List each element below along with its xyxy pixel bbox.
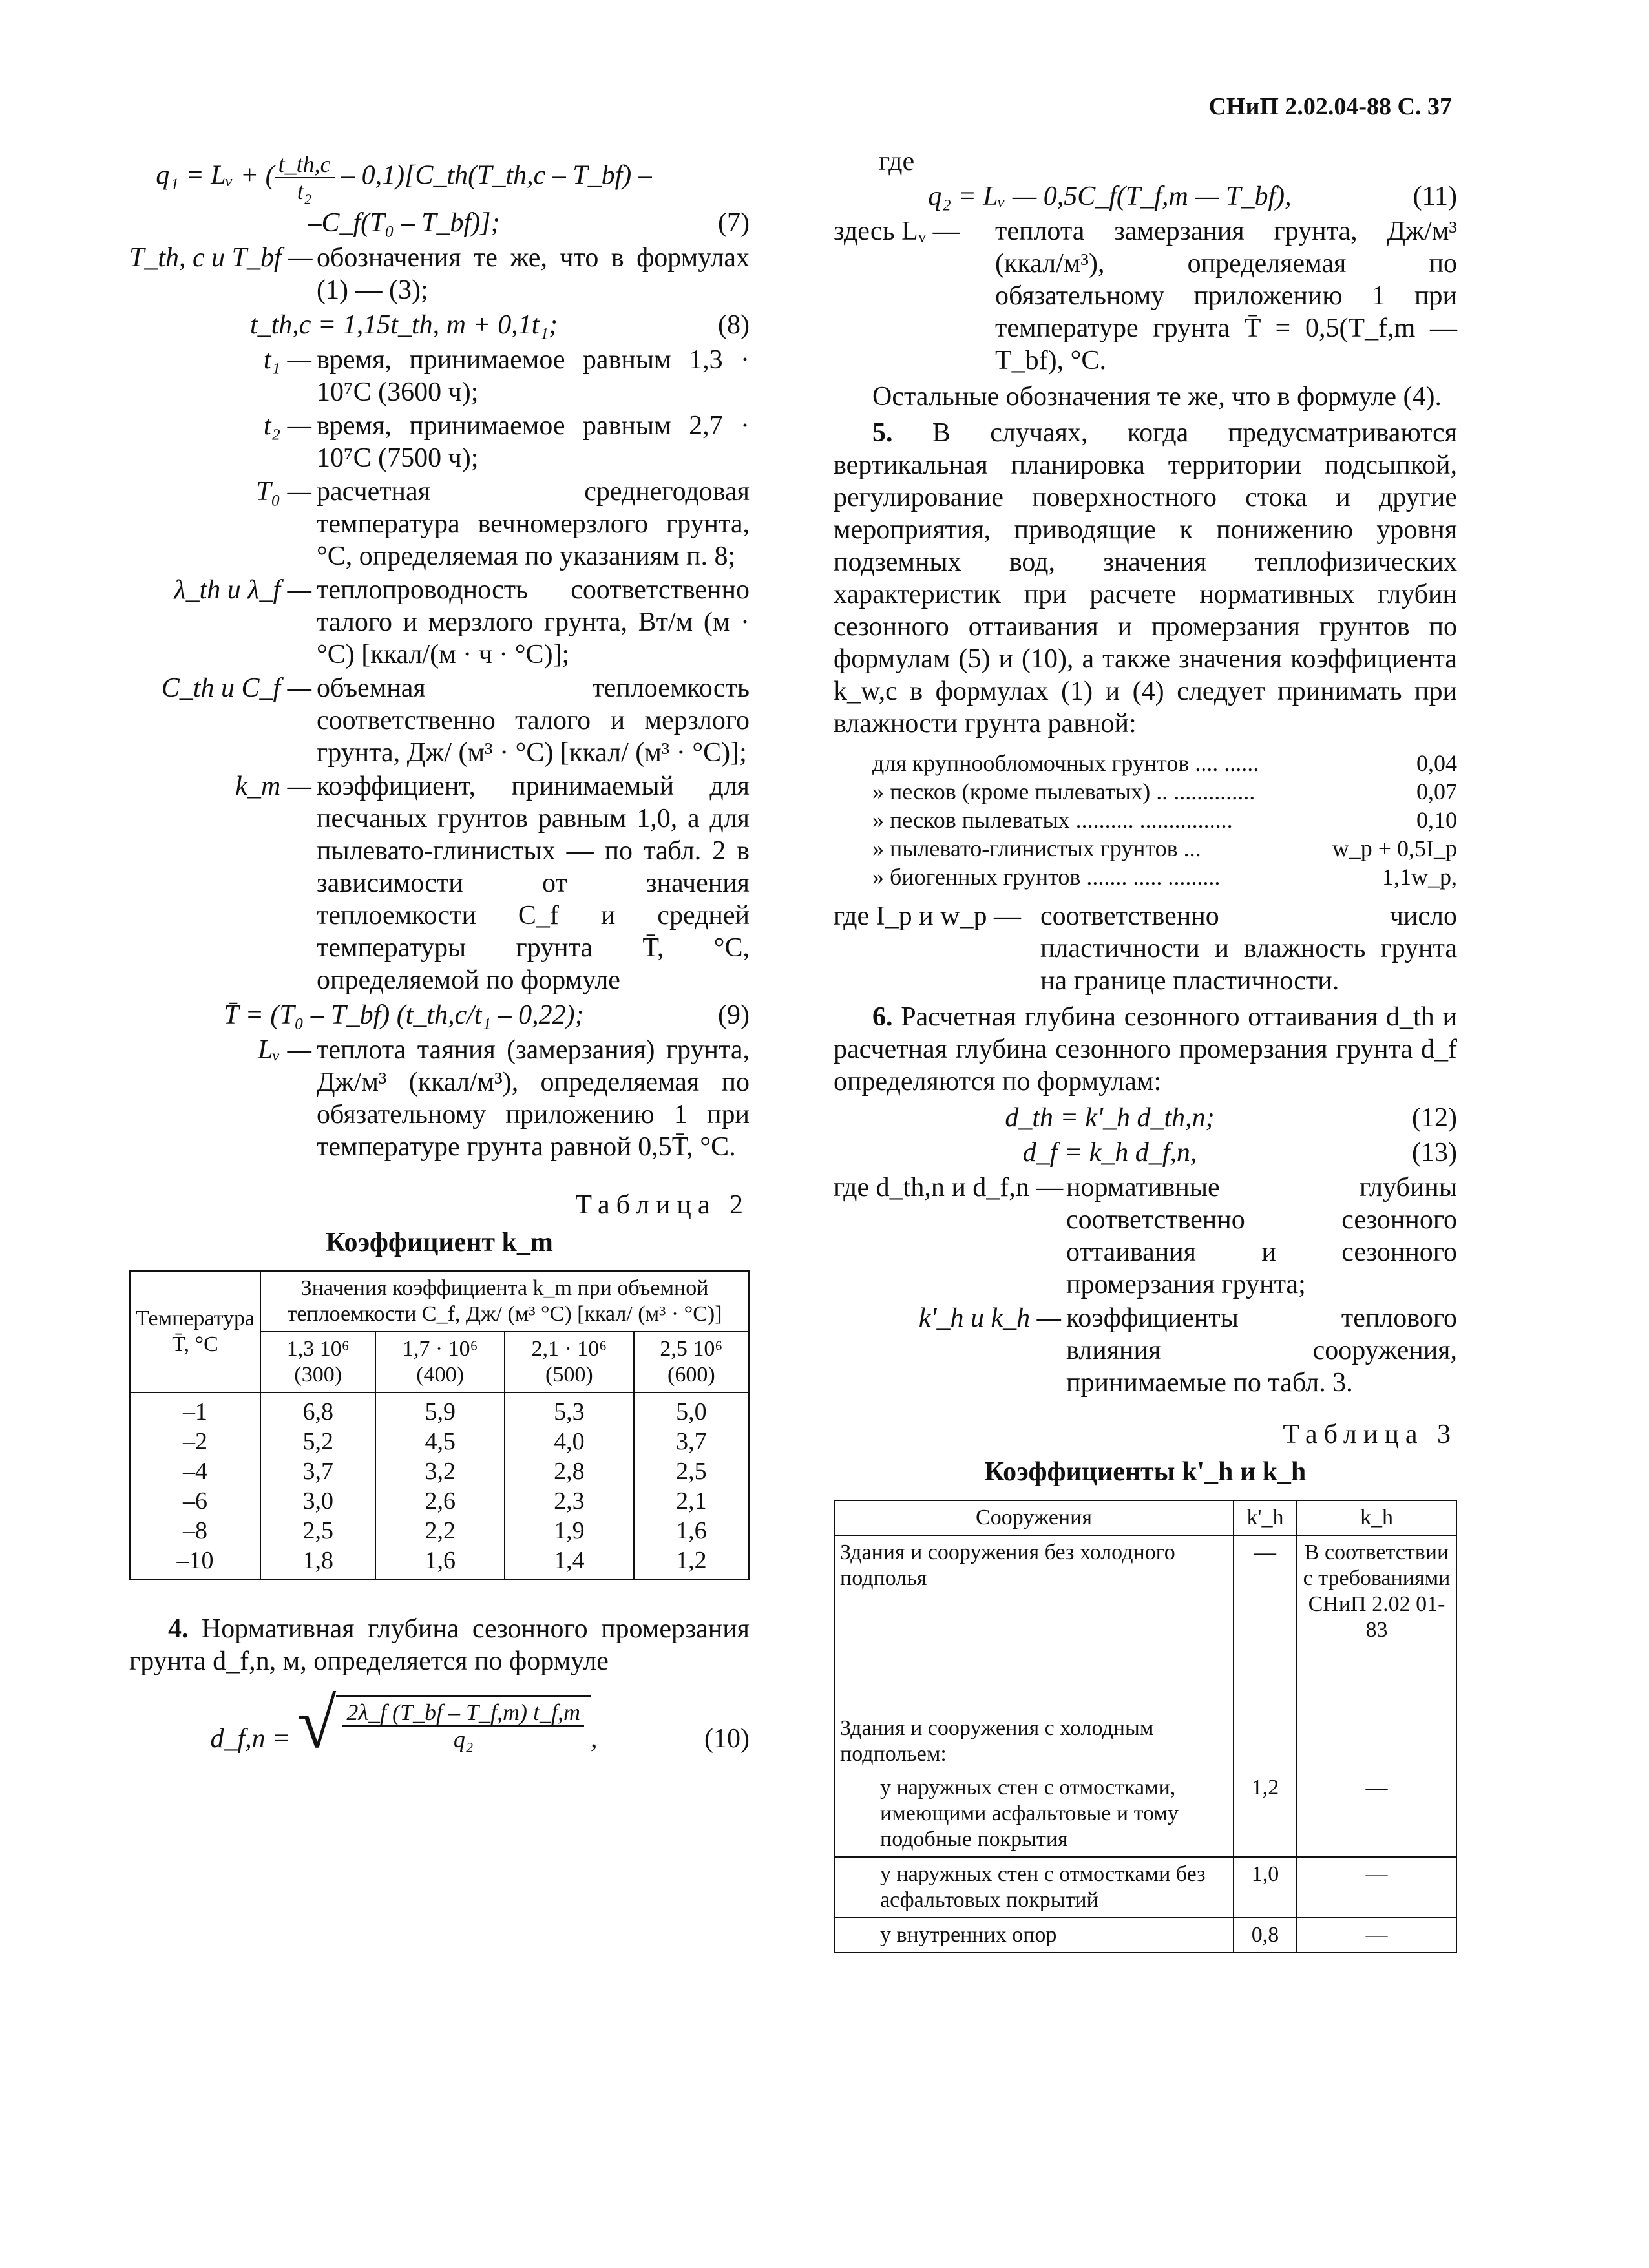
page-header: СНиП 2.02.04-88 С. 37	[1208, 93, 1452, 120]
def-t1-symbol: t₁ —	[263, 345, 311, 375]
def-dn-text: нормативные глубины соответственно сезонного оттаивания и сезонного промерзания грунта;	[1066, 1173, 1457, 1299]
formula-10-sqrt	[297, 1684, 591, 1763]
def-Ip-text: соответственно число пластичности и влажность грунта на границе пластичности.	[1040, 901, 1457, 996]
table-2-cell: 5,9	[425, 1398, 456, 1425]
formula-7-part-b: – 0,1)[C_th(T_th,c – T_bf) –	[334, 160, 652, 191]
def-t1-text: время, принимаемое равным 1,3 · 10⁷С (3600 ч);	[317, 345, 750, 407]
def-t1	[129, 344, 750, 408]
formula-13-number: (13)	[1412, 1138, 1457, 1168]
table-3	[834, 1500, 1457, 1953]
formula-12-expr: d_th = k'_h d_th,n;	[1005, 1103, 1215, 1133]
table-2-cell: 4,0	[554, 1428, 585, 1455]
table-2-temp: –1	[183, 1398, 208, 1425]
list-item	[872, 749, 1457, 777]
table-2-cell: 2,8	[554, 1458, 585, 1485]
table-2-temp: –6	[183, 1487, 208, 1515]
def-km-symbol: k_m —	[235, 772, 311, 801]
def-lambda-symbol: λ_th и λ_f —	[174, 575, 311, 605]
table-2-cell: 2,3	[554, 1487, 585, 1515]
formula-7-part-c: –C_f(T₀ – T_bf)];	[308, 208, 500, 238]
def-kh	[834, 1302, 1457, 1399]
table-3-r4-kph: 1,0	[1234, 1857, 1297, 1918]
table-3-label: Таблица 3	[1283, 1420, 1457, 1449]
table-2-values-col-4	[634, 1392, 749, 1580]
formula-12	[834, 1102, 1457, 1134]
formula-13	[834, 1137, 1457, 1169]
table-3-r2-kph	[1234, 1712, 1297, 1771]
def-t2	[129, 410, 750, 474]
table-3-r1-kph: —	[1234, 1535, 1297, 1712]
list-item-name: » пылевато-глинистых грунтов ...	[872, 835, 1201, 861]
list-item-name: » песков пылеватых .......... ................	[872, 807, 1233, 833]
paragraph-4	[129, 1613, 750, 1677]
rest-notation: Остальные обозначения те же, что в формуле (4).	[872, 382, 1442, 412]
formula-9-number: (9)	[718, 1000, 750, 1030]
table-3-r5-kh: —	[1297, 1918, 1456, 1953]
def-km	[129, 770, 750, 996]
def-km-text: коэффициент, принимаемый для песчаных грунтов равным 1,0, а для пылевато-глинистых — по табл. 2 в зависимости от значения теплоемкости C_f и средней температуры грунта T̄, °С, определяемой по формуле	[317, 772, 750, 995]
table-2-temps	[130, 1392, 260, 1580]
list-item-value: w_p + 0,5I_p	[1332, 835, 1457, 861]
def-Lv-freeze-text: теплота замерзания грунта, Дж/м³ (ккал/м³), определяемая по обязательному приложению 1 при температуре грунта T̄ = 0,5(T_f,m — T_bf), °С.	[995, 216, 1457, 375]
table-3-r4-name: у наружных стен с отмосткaми без асфальтовых покрытий	[834, 1857, 1234, 1918]
table-3-r4-kh: —	[1297, 1857, 1456, 1918]
def-T0-text: расчетная среднегодовая температура вечномерзлого грунта, °С, определяемая по указаниям п. 8;	[317, 477, 750, 571]
where-label: где	[879, 147, 915, 176]
def-C-text: объемная теплоемкость соответственно талого и мерзлого грунта, Дж/ (м³ · °С) [ккал/ (м³ · °С)];	[317, 673, 750, 768]
def-lambda-text: теплопроводность соответственно талого и мерзлого грунта, Вт/м (м · °С) [ккал/(м · ч · °С)];	[317, 575, 750, 669]
table-2-cell: 1,4	[554, 1547, 585, 1574]
formula-11-expr: q₂ = Lᵥ — 0,5C_f(T_f,m — T_bf),	[928, 182, 1292, 211]
table-2-col-1: 1,3 10⁶ (300)	[260, 1332, 375, 1392]
table-3-r3-kph: 1,2	[1234, 1771, 1297, 1857]
table-2-cell: 6,8	[302, 1398, 333, 1425]
table-3-r1-kh: В соответствии с требованиями СНиП 2.02 01-83	[1297, 1535, 1456, 1712]
paragraph-6-number: 6.	[872, 1002, 893, 1032]
table-2-label: Таблица 2	[575, 1190, 750, 1220]
right-column	[834, 145, 1457, 1953]
formula-10	[129, 1684, 750, 1763]
table-3-head-structure: Сооружения	[834, 1500, 1234, 1535]
list-item	[872, 806, 1457, 834]
list-item-value: 0,04	[1416, 750, 1457, 776]
paragraph-4-number: 4.	[168, 1614, 189, 1644]
formula-7-line1	[129, 151, 750, 204]
def-Lv-symbol: Lᵥ —	[258, 1035, 311, 1065]
table-3-title: Коэффициенты k'_h и k_h	[984, 1457, 1307, 1487]
def-Lv	[129, 1034, 750, 1163]
def-T-text: обозначения те же, что в формулах (1) — (3);	[317, 243, 750, 305]
table-2-cell: 5,0	[676, 1398, 707, 1425]
table-2-head-temp: Температура T̄, °С	[130, 1271, 260, 1392]
left-column	[129, 149, 750, 1761]
table-2-cell: 5,3	[554, 1398, 585, 1425]
def-Lv-text: теплота таяния (замерзания) грунта, Дж/м³ (ккал/м³), определяемая по обязательному приложению 1 при температуре грунта равной 0,5T̄, °С.	[317, 1035, 750, 1162]
def-Lv-freeze	[834, 215, 1457, 377]
def-Ip-symbol: где I_p и w_p —	[834, 901, 1021, 931]
formula-10-den: q₂	[453, 1726, 474, 1752]
list-item-name: » песков (кроме пылеватых) .. ..............	[872, 779, 1255, 804]
formula-9-expr: T̄ = (T₀ – T_bf) (t_th,c/t₁ – 0,22);	[224, 1000, 584, 1030]
list-item	[872, 777, 1457, 806]
list-item	[872, 834, 1457, 863]
formula-7-line2	[129, 207, 750, 239]
table-2-cell: 3,7	[676, 1428, 707, 1455]
table-2-cell: 3,0	[302, 1487, 333, 1515]
table-3-r3-kh: —	[1297, 1771, 1456, 1857]
formula-7-frac-num: t_th,c	[275, 151, 335, 178]
formula-10-fraction	[342, 1699, 584, 1752]
table-2-cell: 5,2	[302, 1428, 333, 1455]
paragraph-5-number: 5.	[872, 418, 893, 448]
table-2-col-3: 2,1 · 10⁶ (500)	[505, 1332, 634, 1392]
def-Ip	[834, 900, 1457, 997]
def-kh-text: коэффициенты теплового влияния сооружения, принимаемые по табл. 3.	[1066, 1303, 1457, 1398]
table-3-r2-kh	[1297, 1712, 1456, 1771]
table-2-cell: 1,2	[676, 1547, 707, 1574]
formula-10-lhs: d_f,n =	[210, 1724, 291, 1754]
table-2-temp: –2	[183, 1428, 208, 1455]
paragraph-4-text: Нормативная глубина сезонного промерзания грунта d_f,n, м, определяется по формуле	[129, 1614, 750, 1676]
table-2	[129, 1270, 750, 1580]
table-2-cell: 2,1	[676, 1487, 707, 1515]
formula-13-expr: d_f = k_h d_f,n,	[1022, 1138, 1197, 1168]
list-item-name: для крупнообломочных грунтов .... ......	[872, 750, 1259, 776]
table-2-cell: 2,6	[425, 1487, 456, 1515]
def-Lv-freeze-symbol: здесь Lᵥ —	[834, 216, 960, 246]
list-item-value: 1,1w_p,	[1382, 864, 1457, 890]
table-2-col-4: 2,5 10⁶ (600)	[634, 1332, 749, 1392]
def-T0	[129, 476, 750, 572]
formula-9	[129, 999, 750, 1031]
table-3-head-kh: k_h	[1297, 1500, 1456, 1535]
list-item-value: 0,07	[1416, 779, 1457, 804]
table-2-values-col-1	[260, 1392, 375, 1580]
sqrt-icon: √	[297, 1684, 337, 1763]
table-2-cell: 1,6	[676, 1517, 707, 1544]
table-2-title: Коэффициент k_m	[326, 1228, 553, 1257]
def-kh-symbol: k'_h и k_h —	[918, 1303, 1061, 1333]
table-2-cell: 2,5	[676, 1458, 707, 1485]
def-T	[129, 242, 750, 306]
formula-8-expr: t_th,c = 1,15t_th, m + 0,1t₁;	[249, 310, 558, 340]
formula-8-number: (8)	[718, 310, 750, 340]
table-2-head-group: Значения коэффициента k_m при объемной теплоемкости C_f, Дж/ (м³ °С) [ккал/ (м³ · °С)]	[260, 1271, 749, 1332]
paragraph-5	[834, 417, 1457, 740]
formula-10-num: 2λ_f (T_bf – T_f,m) t_f,m	[342, 1699, 584, 1727]
list-item-value: 0,10	[1416, 807, 1457, 833]
table-2-cell: 2,2	[425, 1517, 456, 1544]
def-T0-symbol: T₀ —	[256, 477, 311, 507]
table-3-r2-name: Здания и сооружения с холодным подпольем:	[834, 1712, 1234, 1771]
paragraph-6	[834, 1001, 1457, 1098]
list-item-name: » биогенных грунтов ....... ..... .........	[872, 864, 1221, 890]
table-2-col-2: 1,7 · 10⁶ (400)	[375, 1332, 505, 1392]
def-C	[129, 672, 750, 769]
table-2-cell: 1,8	[302, 1547, 333, 1574]
moisture-list	[872, 749, 1457, 891]
table-2-cell: 3,2	[425, 1458, 456, 1485]
table-3-r3-name: у наружных стен с отмостками, имеющими асфальтовые и тому подобные покрытия	[834, 1771, 1234, 1857]
formula-10-tail: ,	[591, 1724, 598, 1754]
formula-7-fraction	[275, 151, 335, 204]
table-2-cell: 1,6	[425, 1547, 456, 1574]
formula-7-number: (7)	[718, 208, 750, 238]
formula-7-frac-den: t₂	[297, 178, 312, 204]
table-2-cell: 2,5	[302, 1517, 333, 1544]
table-3-r5-name: у внутренних опор	[834, 1918, 1234, 1953]
table-2-values-col-2	[375, 1392, 505, 1580]
table-3-r1-name: Здания и сооружения без холодного подполья	[834, 1535, 1234, 1712]
def-t2-text: время, принимаемое равным 2,7 · 10⁷С (7500 ч);	[317, 411, 750, 473]
def-lambda	[129, 574, 750, 671]
formula-11-number: (11)	[1413, 182, 1457, 211]
formula-7-part-a: q₁ = Lᵥ + (	[156, 160, 275, 191]
table-2-temp: –8	[183, 1517, 208, 1544]
list-item	[872, 863, 1457, 891]
def-T-symbol: T_th, c и T_bf —	[129, 243, 313, 273]
table-2-cell: 3,7	[302, 1458, 333, 1485]
def-dn-symbol: где d_th,n и d_f,n —	[834, 1173, 1064, 1202]
def-dn	[834, 1171, 1457, 1301]
table-2-temp: –4	[183, 1458, 208, 1485]
paragraph-6-text: Расчетная глубина сезонного оттаивания d_th и расчетная глубина сезонного промерзания грунта d_f определяются по формулам:	[834, 1002, 1457, 1097]
formula-11	[834, 180, 1457, 213]
table-3-r5-kph: 0,8	[1234, 1918, 1297, 1953]
formula-10-number: (10)	[704, 1724, 750, 1754]
table-2-values-col-3	[505, 1392, 634, 1580]
table-3-head-kph: k'_h	[1234, 1500, 1297, 1535]
formula-8	[129, 309, 750, 341]
def-t2-symbol: t₂ —	[263, 411, 311, 441]
table-2-temp: –10	[176, 1547, 214, 1574]
def-C-symbol: C_th и C_f —	[161, 673, 311, 703]
paragraph-5-text: В случаях, когда предусматриваются вертикальная планировка территории подсыпкой, регулирование поверхностного стока и другие мероприятия, приводящие к понижению уровня подземных вод, значения теплофизических характеристик при расчете нормативных глубин сезонного оттаивания и промерзания грунтов по формулам (5) и (10), а также значения коэффициента k_w,c в формулах (1) и (4) следует принимать при влажности грунта равной:	[834, 418, 1457, 739]
table-2-cell: 1,9	[554, 1517, 585, 1544]
table-2-cell: 4,5	[425, 1428, 456, 1455]
formula-12-number: (12)	[1412, 1103, 1457, 1133]
